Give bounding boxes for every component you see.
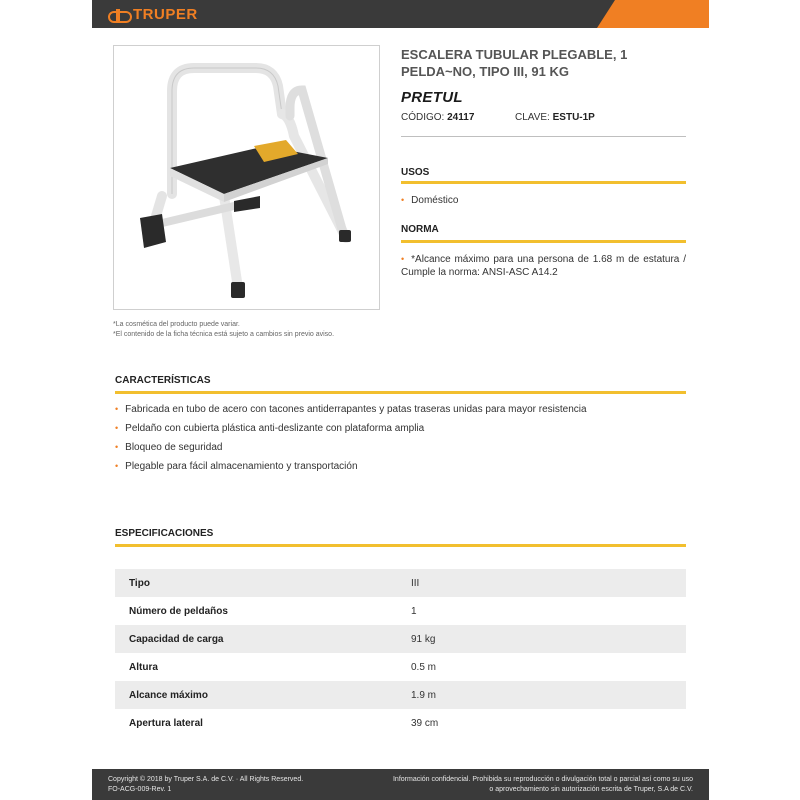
clave (515, 112, 629, 123)
footer-confidential-line-1: Información confidencial. Prohibida su reproducción o divulgación total o parcial así como su uso (392, 776, 693, 783)
norma-item (401, 253, 686, 279)
photo-note-1: *La cosmética del producto puede variar. (113, 321, 240, 328)
codigo-value: 24117 (447, 112, 475, 123)
list-item (115, 441, 695, 460)
usos-underline (401, 181, 686, 184)
especificaciones-heading: ESPECIFICACIONES (115, 528, 214, 539)
footer-copyright-line: Copyright © 2018 by Truper S.A. de C.V. · All Rights Reserved. (108, 776, 304, 783)
clave-label: CLAVE: (515, 112, 550, 123)
product-codes (401, 112, 686, 123)
bullet-icon: • (401, 254, 405, 264)
spec-label: Número de peldaños (129, 605, 228, 617)
bullet-icon: • (401, 195, 405, 205)
list-item (115, 422, 695, 441)
title-divider (401, 136, 686, 137)
spec-table (115, 569, 686, 737)
product-photo (113, 45, 380, 310)
photo-notes (113, 320, 393, 340)
norma-text: *Alcance máximo para una persona de 1.68 m de estatura / Cumple la norma: ANSI-ASC A14.2 (401, 254, 686, 278)
list-item-text: Fabricada en tubo de acero con tacones antiderrapantes y patas traseras unidas para mayor resistencia (125, 404, 587, 415)
product-title: ESCALERA TUBULAR PLEGABLE, 1 PELDA~NO, TIPO III, 91 KG (401, 47, 628, 79)
spec-value: 1.9 m (411, 681, 686, 709)
step-ladder-illustration (114, 46, 379, 309)
list-item (115, 460, 695, 479)
truper-logo-icon (108, 9, 128, 21)
usos-heading: USOS (401, 167, 430, 178)
footer-copyright (108, 775, 303, 795)
truper-logo[interactable] (108, 6, 198, 23)
spec-value: 39 cm (411, 717, 439, 729)
bullet-icon: • (115, 423, 119, 433)
usos-item-text: Doméstico (411, 195, 459, 206)
spec-value: III (411, 569, 686, 597)
spec-label: Capacidad de carga (115, 625, 411, 653)
bullet-icon: • (115, 404, 119, 414)
brand-logo: PRETUL (401, 89, 463, 106)
codigo (401, 112, 515, 123)
footer-confidential (393, 775, 693, 795)
header-accent-block (597, 0, 709, 28)
norma-heading: NORMA (401, 224, 439, 235)
photo-note-2: *El contenido de la ficha técnica está sujeto a cambios sin previo aviso. (113, 331, 335, 338)
spec-label: Apertura lateral (129, 717, 203, 729)
list-item (115, 403, 695, 422)
bullet-icon: • (115, 442, 119, 452)
logo-text: TRUPER (133, 6, 198, 23)
table-row (115, 625, 686, 653)
bullet-icon: • (115, 461, 119, 471)
caracteristicas-list (115, 403, 695, 479)
spec-label: Alcance máximo (115, 681, 411, 709)
table-row (115, 709, 686, 737)
list-item-text: Bloqueo de seguridad (125, 442, 223, 453)
header-bar (92, 0, 709, 28)
list-item-text: Plegable para fácil almacenamiento y transportación (125, 461, 358, 472)
usos-item (401, 194, 458, 207)
spec-value: 91 kg (411, 625, 686, 653)
spec-value: 1 (411, 605, 417, 617)
footer-bar (92, 769, 709, 800)
list-item-text: Peldaño con cubierta plástica anti-deslizante con plataforma amplia (125, 423, 425, 434)
spec-label: Altura (129, 661, 158, 673)
caracteristicas-heading: CARACTERÍSTICAS (115, 375, 211, 386)
spec-label: Tipo (115, 569, 411, 597)
table-row (115, 597, 686, 625)
table-row (115, 653, 686, 681)
codigo-label: CÓDIGO: (401, 112, 445, 123)
spec-value: 0.5 m (411, 661, 437, 673)
especificaciones-underline (115, 544, 686, 547)
norma-underline (401, 240, 686, 243)
footer-form-code: FO-ACG-009-Rev. 1 (108, 786, 172, 793)
caracteristicas-underline (115, 391, 686, 394)
clave-value: ESTU-1P (552, 112, 595, 123)
table-row (115, 681, 686, 709)
table-row (115, 569, 686, 597)
footer-confidential-line-2: o aprovechamiento sin autorización escrita de Truper, S.A de C.V. (489, 786, 693, 793)
